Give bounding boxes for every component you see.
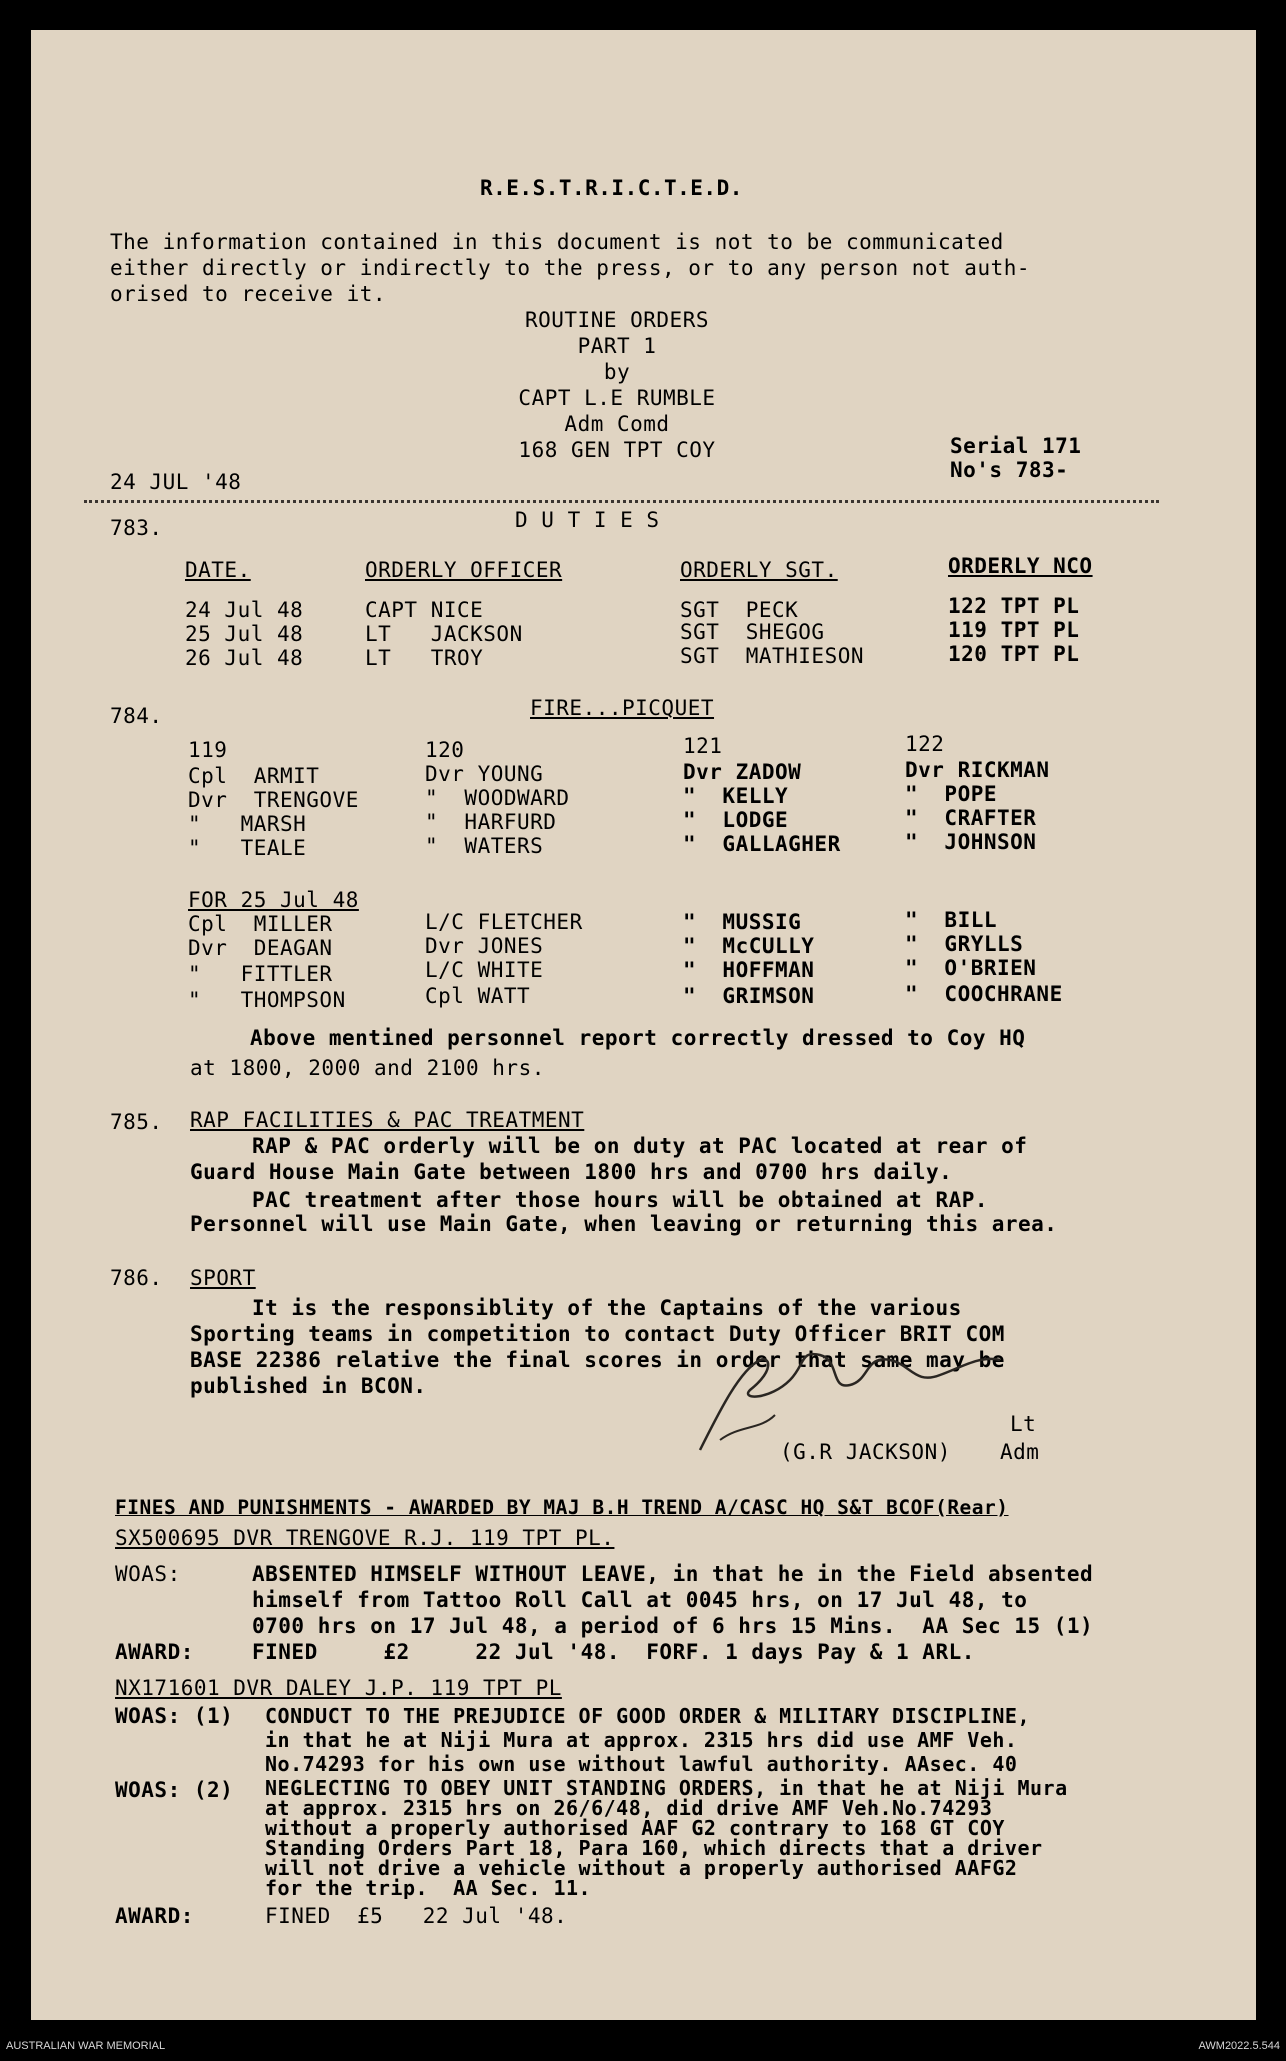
picquet-g2-r1-119: Cpl MILLER: [188, 912, 333, 936]
picquet-g2-r2-121: " McCULLY: [683, 934, 815, 958]
duties-row-1-date: 24 Jul 48: [185, 598, 304, 622]
picquet-heading: FIRE...PICQUET: [530, 696, 715, 720]
notice-line-2: either directly or indirectly to the press, or to any person not auth-: [110, 256, 1031, 280]
case2-award: FINED £5 22 Jul '48.: [265, 1904, 568, 1928]
sport-line-1: It is the responsiblity of the Captains of the various: [252, 1296, 962, 1320]
case2-woas2-label: WOAS: (2): [115, 1778, 234, 1802]
duties-row-1-officer: CAPT NICE: [365, 598, 484, 622]
duties-row-3-sgt: SGT MATHIESON: [680, 644, 865, 668]
sport-line-4: published in BCON.: [190, 1374, 427, 1398]
case1-woas-line-2: himself from Tattoo Roll Call at 0045 hrs, on 17 Jul 48, to: [252, 1588, 1028, 1612]
picquet-g2-r2-119: Dvr DEAGAN: [188, 936, 333, 960]
duties-row-2-date: 25 Jul 48: [185, 622, 304, 646]
rap-line-3: PAC treatment after those hours will be obtained at RAP.: [252, 1188, 989, 1212]
picquet-note-line-1: Above mentined personnel report correctly dressed to Coy HQ: [250, 1026, 1026, 1050]
picquet-g2-r2-120: Dvr JONES: [425, 934, 544, 958]
picquet-g1-r3-122: " CRAFTER: [905, 806, 1037, 830]
duties-row-1-nco: 122 TPT PL: [948, 594, 1080, 618]
document-date: 24 JUL '48: [110, 470, 242, 494]
case2-woas1-line-2: in that he at Niji Mura at approx. 2315 hrs did use AMF Veh.: [265, 1728, 1018, 1752]
picquet-g1-r2-119: Dvr TRENGOVE: [188, 788, 359, 812]
case2-woas1-line-1: CONDUCT TO THE PREJUDICE OF GOOD ORDER & MILITARY DISCIPLINE,: [265, 1704, 1031, 1728]
order-numbers: No's 783-: [950, 458, 1069, 482]
picquet-g2-r4-121: " GRIMSON: [683, 984, 815, 1008]
picquet-note-line-2: at 1800, 2000 and 2100 hrs.: [190, 1056, 545, 1080]
duties-row-2-officer: LT JACKSON: [365, 622, 523, 646]
title-line-6: 168 GEN TPT COY: [518, 438, 716, 462]
case1-award-label: AWARD:: [115, 1640, 194, 1664]
case2-woas2-line-3: without a properly authorised AAF G2 contrary to 168 GT COY: [265, 1816, 1005, 1840]
picquet-g2-r2-122: " GRYLLS: [905, 932, 1024, 956]
sport-heading: SPORT: [190, 1266, 256, 1290]
case2-id: NX171601 DVR DALEY J.P. 119 TPT PL: [115, 1676, 562, 1700]
duties-row-3-nco: 120 TPT PL: [948, 642, 1080, 666]
notice-line-3: orised to receive it.: [110, 282, 387, 306]
picquet-unit-121: 121: [683, 734, 723, 758]
title-line-5: Adm Comd: [564, 412, 670, 436]
picquet-g2-r3-119: " FITTLER: [188, 962, 333, 986]
picquet-g2-r1-122: " BILL: [905, 908, 998, 932]
picquet-g1-r1-122: Dvr RICKMAN: [905, 758, 1050, 782]
sport-line-3: BASE 22386 relative the final scores in order that same may be: [190, 1348, 1005, 1372]
picquet-g1-r4-122: " JOHNSON: [905, 830, 1037, 854]
section-number-785: 785.: [110, 1110, 163, 1134]
duties-row-1-sgt: SGT PECK: [680, 598, 799, 622]
duties-col-nco: ORDERLY NCO: [948, 554, 1093, 578]
picquet-g1-r3-119: " MARSH: [188, 812, 307, 836]
title-line-1: ROUTINE ORDERS: [524, 308, 709, 332]
duties-col-date: DATE.: [185, 558, 251, 582]
picquet-g1-r3-121: " LODGE: [683, 808, 789, 832]
title-line-3: by: [603, 360, 631, 384]
picquet-g2-r4-119: " THOMPSON: [188, 988, 346, 1012]
picquet-unit-122: 122: [905, 732, 945, 756]
picquet-unit-120: 120: [425, 738, 465, 762]
case2-woas2-line-4: Standing Orders Part 18, Para 160, which directs that a driver: [265, 1836, 1043, 1860]
notice-line-1: The information contained in this document is not to be communicated: [110, 230, 1004, 254]
case1-id: SX500695 DVR TRENGOVE R.J. 119 TPT PL.: [115, 1526, 615, 1550]
duties-row-3-date: 26 Jul 48: [185, 646, 304, 670]
picquet-unit-119: 119: [188, 738, 228, 762]
case1-woas-line-3: 0700 hrs on 17 Jul 48, a period of 6 hrs 15 Mins. AA Sec 15 (1): [252, 1614, 1094, 1638]
picquet-g2-r4-122: " COOCHRANE: [905, 982, 1063, 1006]
title-line-2: PART 1: [577, 334, 657, 358]
rap-heading: RAP FACILITIES & PAC TREATMENT: [190, 1108, 585, 1132]
picquet-g1-r2-120: " WOODWARD: [425, 786, 570, 810]
signature-rank: Lt: [1010, 1412, 1037, 1436]
picquet-g1-r4-120: " WATERS: [425, 834, 544, 858]
footer-accession-id: AWM2022.5.544: [1198, 2040, 1280, 2052]
section-number-786: 786.: [110, 1266, 163, 1290]
signature-role: Adm: [1000, 1440, 1040, 1464]
picquet-g2-r3-120: L/C WHITE: [425, 958, 544, 982]
picquet-g1-r1-120: Dvr YOUNG: [425, 762, 544, 786]
section-number-783: 783.: [110, 516, 163, 540]
case1-woas-label: WOAS:: [115, 1562, 181, 1586]
duties-heading: D U T I E S: [515, 508, 660, 532]
case2-woas2-line-1: NEGLECTING TO OBEY UNIT STANDING ORDERS, in that he at Niji Mura: [265, 1776, 1068, 1800]
picquet-g1-r1-119: Cpl ARMIT: [188, 764, 320, 788]
signature-name: (G.R JACKSON): [780, 1440, 951, 1464]
rap-line-1: RAP & PAC orderly will be on duty at PAC located at rear of: [252, 1134, 1028, 1158]
restricted-heading: R.E.S.T.R.I.C.T.E.D.: [480, 176, 743, 200]
footer-archive-name: AUSTRALIAN WAR MEMORIAL: [6, 2040, 166, 2052]
fines-heading: FINES AND PUNISHMENTS - AWARDED BY MAJ B.H TREND A/CASC HQ S&T BCOF(Rear): [115, 1496, 1009, 1519]
picquet-g2-r1-120: L/C FLETCHER: [425, 910, 583, 934]
picquet-g1-r2-121: " KELLY: [683, 784, 789, 808]
case2-woas1-label: WOAS: (1): [115, 1704, 234, 1728]
rap-line-4: Personnel will use Main Gate, when leaving or returning this area.: [190, 1212, 1058, 1236]
sport-line-2: Sporting teams in competition to contact Duty Officer BRIT COM: [190, 1322, 1005, 1346]
title-line-4: CAPT L.E RUMBLE: [518, 386, 716, 410]
duties-col-officer: ORDERLY OFFICER: [365, 558, 563, 582]
case2-woas2-line-5: will not drive a vehicle without a properly authorised AAFG2: [265, 1856, 1018, 1880]
picquet-g2-r3-122: " O'BRIEN: [905, 956, 1037, 980]
duties-row-2-nco: 119 TPT PL: [948, 618, 1080, 642]
case2-award-label: AWARD:: [115, 1904, 194, 1928]
picquet-g1-r2-122: " POPE: [905, 782, 998, 806]
case2-woas2-line-6: for the trip. AA Sec. 11.: [265, 1876, 592, 1900]
serial-number: Serial 171: [950, 434, 1082, 458]
picquet-g2-r4-120: Cpl WATT: [425, 984, 531, 1008]
divider: [84, 500, 1159, 503]
picquet-g1-r1-121: Dvr ZADOW: [683, 760, 802, 784]
rap-line-2: Guard House Main Gate between 1800 hrs and 0700 hrs daily.: [190, 1160, 953, 1184]
picquet-g1-r4-121: " GALLAGHER: [683, 832, 841, 856]
case2-woas1-line-3: No.74293 for his own use without lawful authority. AAsec. 40: [265, 1752, 1018, 1776]
duties-col-sgt: ORDERLY SGT.: [680, 558, 838, 582]
section-number-784: 784.: [110, 704, 163, 728]
duties-row-3-officer: LT TROY: [365, 646, 484, 670]
duties-row-2-sgt: SGT SHEGOG: [680, 620, 825, 644]
picquet-g2-r1-121: " MUSSIG: [683, 910, 802, 934]
case1-award: FINED £2 22 Jul '48. FORF. 1 days Pay & 1 ARL.: [252, 1640, 975, 1664]
picquet-for-date: FOR 25 Jul 48: [188, 888, 359, 912]
case1-woas-line-1: ABSENTED HIMSELF WITHOUT LEAVE, in that he in the Field absented: [252, 1562, 1094, 1586]
case2-woas2-line-2: at approx. 2315 hrs on 26/6/48, did drive AMF Veh.No.74293: [265, 1796, 993, 1820]
picquet-g1-r4-119: " TEALE: [188, 836, 307, 860]
picquet-g2-r3-121: " HOFFMAN: [683, 958, 815, 982]
picquet-g1-r3-120: " HARFURD: [425, 810, 557, 834]
